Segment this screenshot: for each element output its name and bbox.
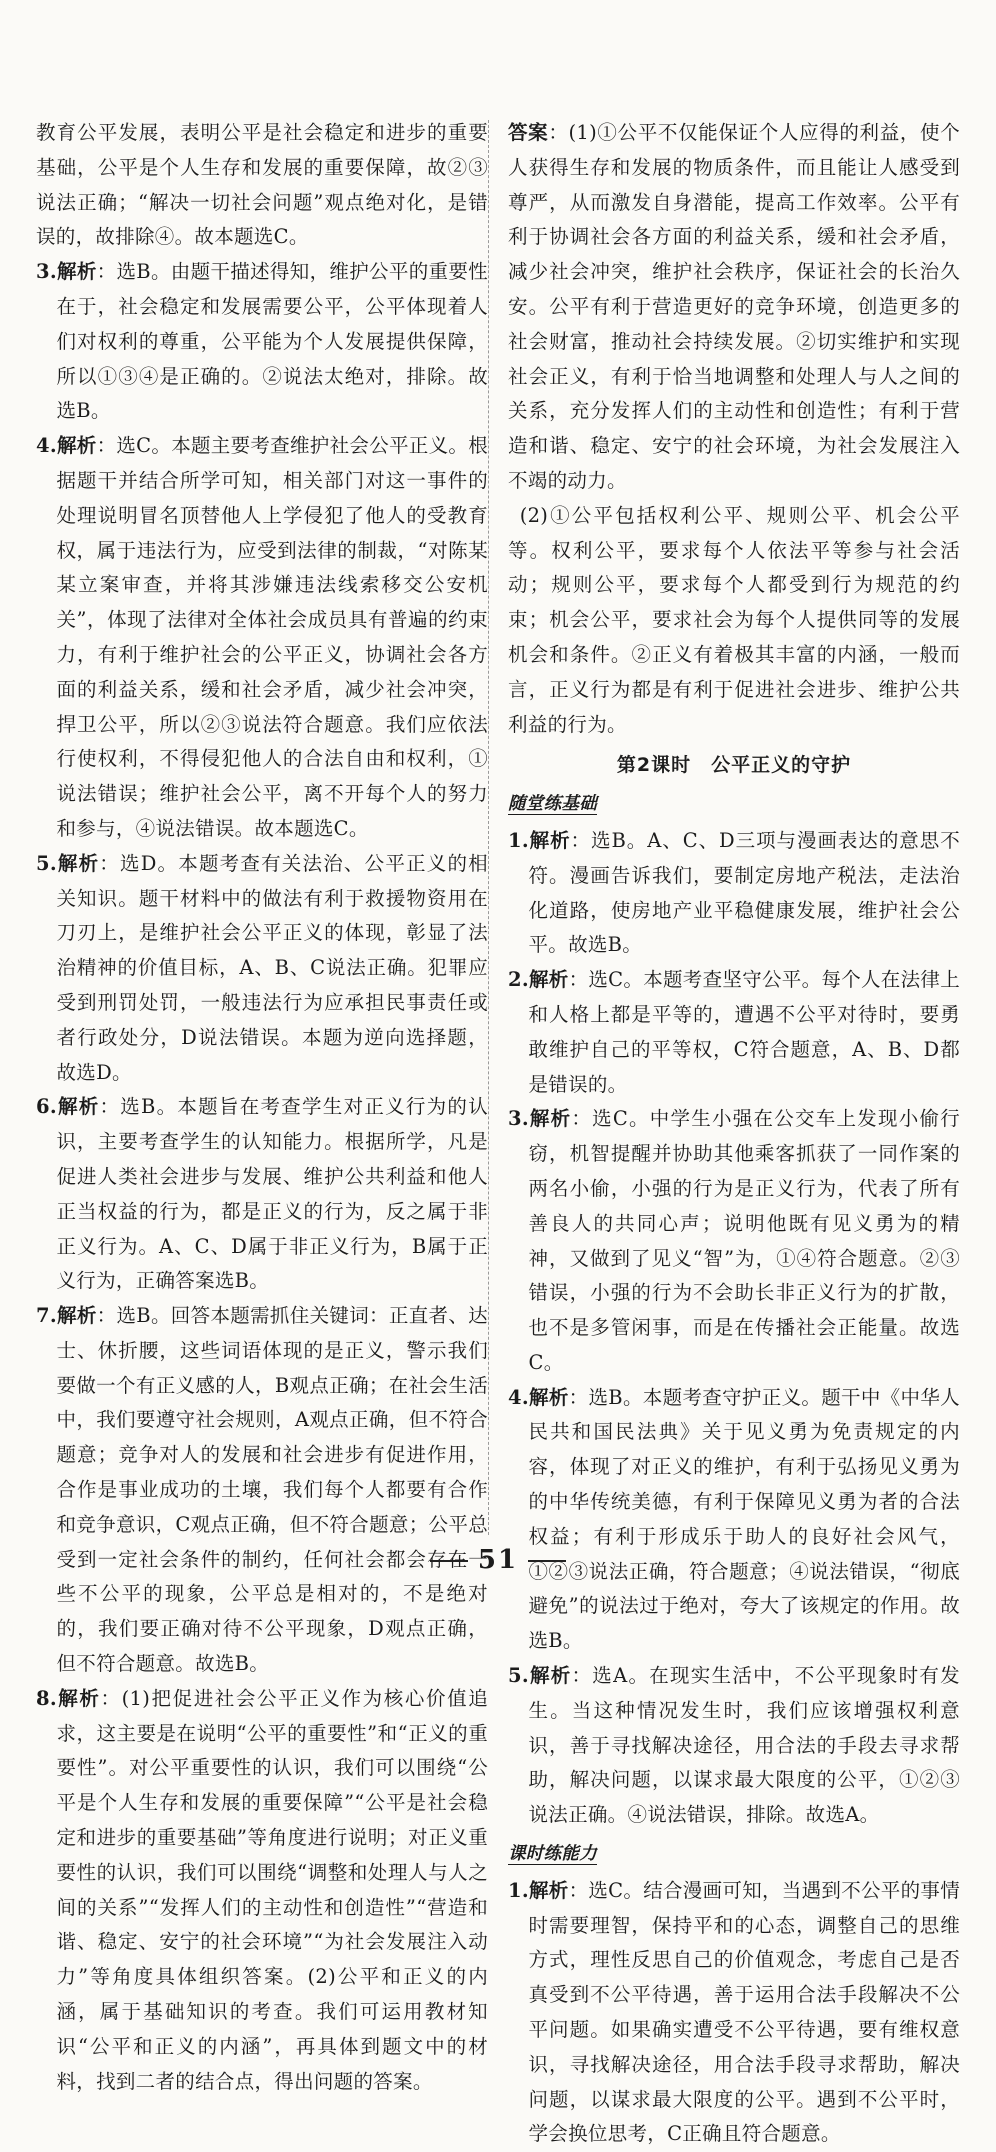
section-heading-basic: 随堂练基础: [508, 794, 597, 815]
lesson-title: 第2课时 公平正义的守护: [616, 754, 852, 777]
item-text: ：选B。回答本题需抓住关键词：正直者、达士、休折腰，这些词语体现的是正义，警示我们要做一个有正义感的人，B观点正确；在社会生活中，我们要遵守社会规则，A观点正确，但不符合题意；竞争对人的发展和社会进步有促进作用，合作是事业成功的土壤，我们每个人都要有合作和竞争意识，C观点正确，但不符合题意；公平总受到一定社会条件的制约，任何社会都会存在一些不公平的现象，公平总是相对的，不是绝对的，我们要正确对待不公平现象，D观点正确，但不符合题意。故选B。: [56, 1304, 488, 1676]
item-label: 解析: [56, 434, 97, 458]
item-label: 解析: [528, 1878, 569, 1902]
item-number: 1.: [508, 828, 529, 852]
ability-practice-list: [508, 1874, 960, 2152]
item-label: 解析: [528, 1664, 572, 1688]
left-top-continuation: 教育公平发展，表明公平是社会稳定和进步的重要基础，公平是个人生存和发展的重要保障，故②③说法正确；“解决一切社会问题”观点绝对化，是错误的，故排除④。故本题选C。: [36, 121, 488, 249]
answer-item: [508, 1659, 960, 1833]
item-text: ：选C。中学生小强在公交车上发现小偷行窃，机智提醒并协助其他乘客抓获了一同作案的两名小偷，小强的行为是正义行为，代表了所有善良人的共同心声；说明他既有见义勇为的精神，又做到了见义“智”为，①④符合题意。②③错误，小强的行为不会助长非正义行为的扩散，也不是多管闲事，而是在传播社会正能量。故选C。: [528, 1107, 960, 1374]
answer-item: [36, 255, 488, 429]
item-number: 8.: [36, 1686, 57, 1710]
answer-item: [508, 1381, 960, 1659]
answer-paragraph-1: 答案：(1)①公平不仅能保证个人应得的利益，使个人获得生存和发展的物质条件，而且能让人感受到尊严，从而激发自身潜能，提高工作效率。公平有利于协调社会各方面的利益关系，缓和社会矛盾，减少社会冲突，维护社会秩序，保证社会的长治久安。公平有利于营造更好的竞争环境，创造更多的社会财富，推动社会持续发展。②切实维护和实现社会正义，有利于恰当地调整和处理人与人之间的关系，充分发挥人们的主动性和创造性；有利于营造和谐、稳定、安宁的社会环境，为社会发展注入不竭的动力。: [508, 121, 960, 492]
item-text: ：选C。本题主要考查维护社会公平正义。根据题干并结合所学可知，相关部门对这一事件的处理说明冒名顶替他人上学侵犯了他人的受教育权，属于违法行为，应受到法律的制裁，“对陈某某立案审查，并将其涉嫌违法线索移交公安机关”，体现了法律对全体社会成员具有普遍的约束力，有利于维护社会的公平正义，协调社会各方面的利益关系，缓和社会矛盾，减少社会冲突，捍卫公平，所以②③说法符合题意。我们应依法行使权利，不得侵犯他人的合法自由和权利，①说法错误；维护社会公平，离不开每个人的努力和参与，④说法错误。故本题选C。: [56, 434, 488, 840]
left-column: [36, 116, 488, 2099]
answer-item: [36, 1682, 488, 2100]
answer-item: [508, 824, 960, 963]
item-number: 3.: [508, 1107, 529, 1131]
item-number: 6.: [36, 1095, 57, 1119]
left-answer-list: [36, 255, 488, 2099]
item-label: 解析: [56, 1686, 101, 1710]
answer-label: 答案: [508, 121, 549, 144]
answer-paragraph-2: (2)①公平包括权利公平、规则公平、机会公平等。权利公平，要求每个人依法平等参与社会活动；规则公平，要求每个人都受到行为规范的约束；机会公平，要求社会为每个人提供同等的发展机会和条件。②正义有着极其丰富的内涵，一般而言，正义行为都是有利于促进社会进步、维护公共利益的行为。: [508, 503, 960, 736]
item-text: ：(1)把促进社会公平正义作为核心价值追求，这主要是在说明“公平的重要性”和“正义的重要性”。对公平重要性的认识，我们可以围绕“公平是个人生存和发展的重要保障”“公平是社会稳定和进步的重要基础”等角度进行说明；对正义重要性的认识，我们可以围绕“调整和处理人与人之间的关系”“发挥人们的主动性和创造性”“营造和谐、稳定、安宁的社会环境”“为社会发展注入动力”等角度具体组织答案。(2)公平和正义的内涵，属于基础知识的考查。我们可运用教材知识“公平和正义的内涵”，再具体到题文中的材料，找到二者的结合点，得出问题的答案。: [56, 1686, 488, 2093]
item-number: 4.: [36, 434, 57, 458]
item-number: 7.: [36, 1304, 57, 1328]
item-number: 4.: [508, 1385, 529, 1409]
item-number: 5.: [508, 1664, 529, 1688]
answer-item: [36, 1090, 488, 1299]
item-label: 解析: [56, 260, 97, 284]
basic-practice-list: [508, 824, 960, 1833]
answer-item: [508, 1102, 960, 1380]
item-text: ：选B。A、C、D三项与漫画表达的意思不符。漫画告诉我们，要制定房地产税法，走法治化道路，使房地产业平稳健康发展，维护社会公平。故选B。: [528, 828, 960, 957]
right-column: [508, 116, 960, 2152]
answer-item: [508, 1874, 960, 2152]
item-text: ：选B。本题考查守护正义。题干中《中华人民共和国民法典》关于见义勇为免责规定的内容，体现了对正义的维护，有利于弘扬见义勇为的中华传统美德，有利于保障见义勇为者的合法权益；有利于形成乐于助人的良好社会风气，①②③说法正确，符合题意；④说法错误，“彻底避免”的说法过于绝对，夸大了该规定的作用。故选B。: [528, 1385, 960, 1653]
answer-item: [36, 1299, 488, 1682]
answer-item: [36, 847, 488, 1091]
page-number: 51: [477, 1545, 519, 1575]
item-label: 解析: [528, 1385, 569, 1409]
item-number: 5.: [36, 851, 57, 875]
item-text: ：选C。结合漫画可知，当遇到不公平的事情时需要理智，保持平和的心态，调整自己的思维方式，理性反思自己的价值观念，考虑自己是否真受到不公平待遇，善于运用合法手段解决不公平问题。如果确实遭受不公平待遇，要有维权意识，寻找解决途径，用合法手段寻求帮助，解决问题，以谋求最大限度的公平。遇到不公平时，学会换位思考，C正确且符合题意。: [528, 1878, 960, 2146]
answer-item: [36, 429, 488, 847]
item-label: 解析: [528, 968, 569, 992]
item-label: 解析: [56, 1095, 100, 1119]
item-label: 解析: [528, 1107, 572, 1131]
footer-dash-right: [528, 1560, 566, 1562]
page-footer: [0, 1545, 996, 1575]
item-label: 解析: [528, 828, 571, 852]
column-divider: [488, 120, 489, 1535]
item-text: ：选C。本题考查坚守公平。每个人在法律上和人格上都是平等的，遭遇不公平对待时，要勇敢维护自己的平等权，C符合题意，A、B、D都是错误的。: [528, 968, 960, 1096]
item-number: 3.: [36, 260, 57, 284]
item-text: ：选D。本题考查有关法治、公平正义的相关知识。题干材料中的做法有利于救援物资用在刀刃上，是维护社会公平正义的体现，彰显了法治精神的价值目标，A、B、C说法正确。犯罪应受到刑罚处罚，一般违法行为应承担民事责任或者行政处分，D说法错误。本题为逆向选择题，故选D。: [56, 851, 488, 1084]
answer-item: [508, 963, 960, 1102]
item-label: 解析: [56, 1304, 97, 1328]
item-text: ：选A。在现实生活中，不公平现象时有发生。当这种情况发生时，我们应该增强权利意识，善于寻找解决途径，用合法的手段去寻求帮助，解决问题，以谋求最大限度的公平，①②③说法正确。④说法错误，排除。故选A。: [528, 1664, 960, 1827]
item-number: 1.: [508, 1878, 529, 1902]
item-label: 解析: [56, 851, 100, 875]
item-text: ：选B。由题干描述得知，维护公平的重要性在于，社会稳定和发展需要公平，公平体现着人们对权利的尊重，公平能为个人发展提供保障，所以①③④是正确的。②说法太绝对，排除。故选B。: [56, 260, 488, 423]
item-number: 2.: [508, 968, 529, 992]
footer-dash-left: [430, 1560, 468, 1562]
section-heading-ability: 课时练能力: [508, 1844, 597, 1865]
item-text: ：选B。本题旨在考查学生对正义行为的认识，主要考查学生的认知能力。根据所学，凡是促进人类社会进步与发展、维护公共利益和他人正当权益的行为，都是正义的行为，反之属于非正义行为。A、C、D属于非正义行为，B属于正义行为，正确答案选B。: [56, 1095, 488, 1293]
